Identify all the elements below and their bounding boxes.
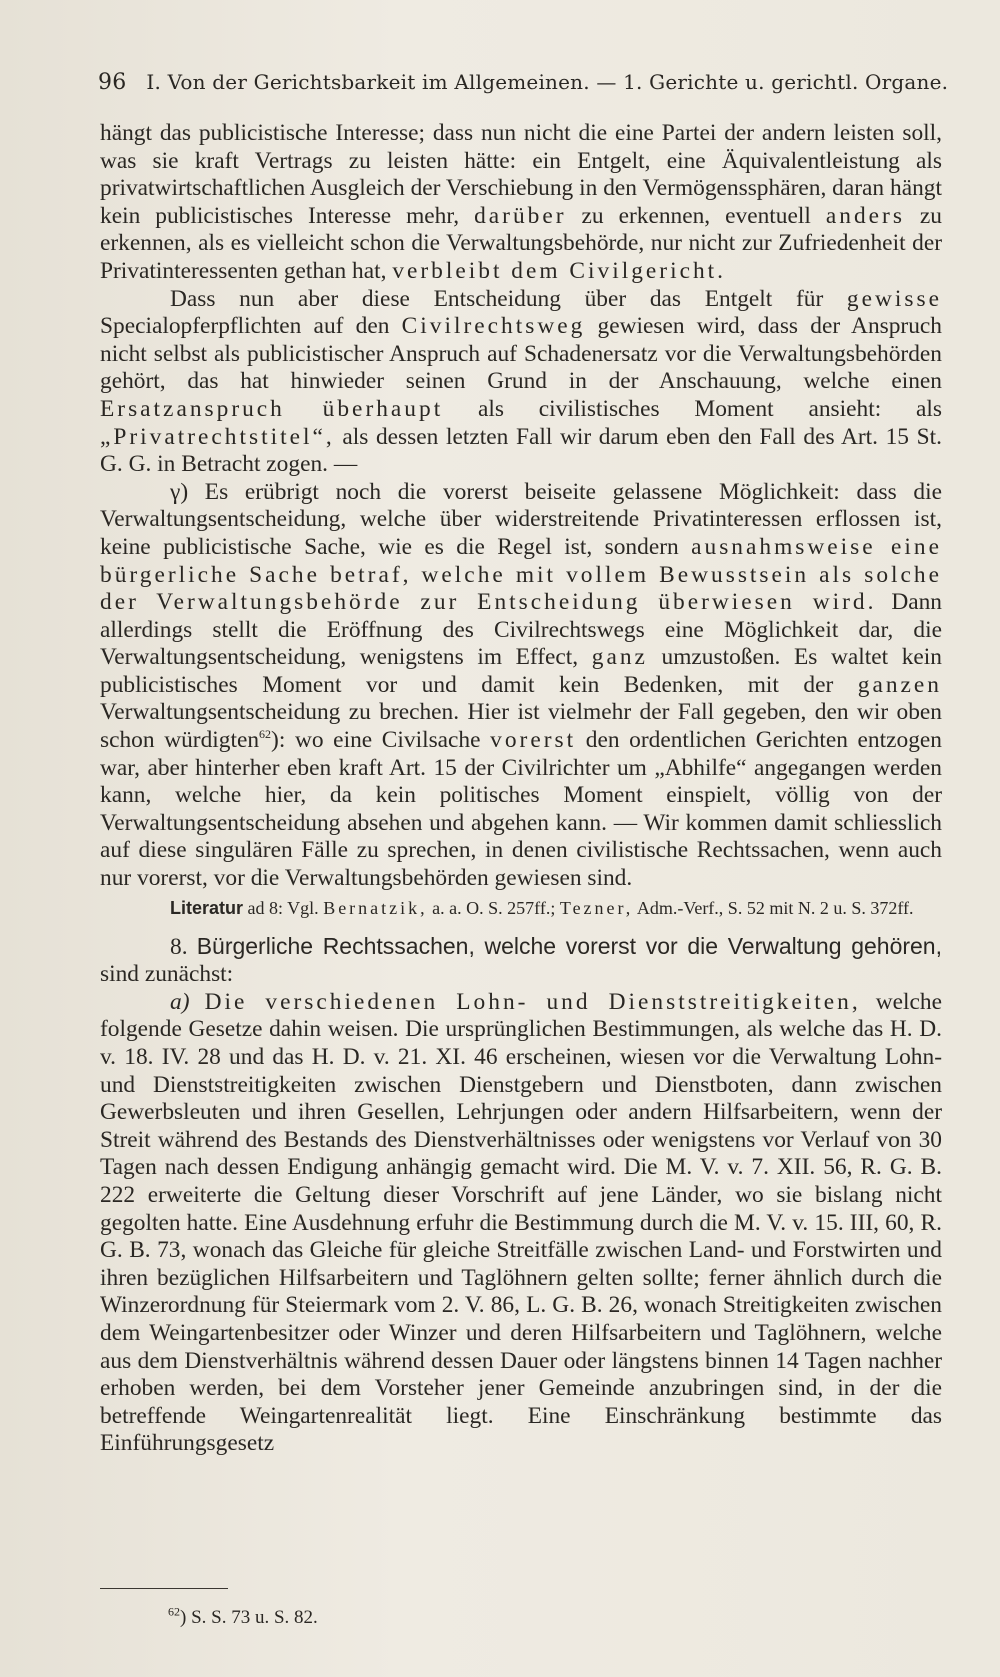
page-number: 96 <box>98 70 127 95</box>
text-run: ad 8: Vgl. <box>247 897 319 918</box>
text-run: ): wo eine Civilsache <box>271 727 481 754</box>
body-text <box>100 120 942 1458</box>
section-heading <box>100 933 942 989</box>
spaced-text: Ersatzanspruch überhaupt <box>100 395 444 422</box>
spaced-text: Civilrechtsweg <box>401 313 586 340</box>
spaced-text: vorerst <box>490 727 577 754</box>
spaced-text: „Privatrechtstitel“, <box>100 423 335 450</box>
spaced-text: Die verschiedenen Lohn- und Dienststreitigkeiten, <box>204 988 861 1015</box>
text-run: als civilistisches Moment ansieht: als <box>478 395 942 422</box>
section-number: 8. <box>170 933 188 960</box>
paragraph-3 <box>100 479 942 893</box>
text-run: Specialopferpflichten auf den <box>100 313 390 340</box>
literature-label: Literatur <box>170 897 244 918</box>
text-run: zu erkennen, als es vielleicht schon die Verwaltungsbehörde, nur nicht zur Zufriedenheit der Privatinteressenten gethan hat, <box>100 202 942 284</box>
text-run: Verwaltungsentscheidung zu brechen. Hier ist vielmehr der Fall gegeben, den wir oben schon würdigten <box>100 699 942 754</box>
text-run: Dann allerdings stellt die Eröffnung des Civilrechtswegs eine Möglichkeit dar, die Verwaltungsentscheidung, wenigstens im Effect, <box>100 589 942 671</box>
author-name: Bernatzik, <box>323 897 428 918</box>
spaced-text: ganz <box>591 644 648 671</box>
text-run: hängt das publicistische Interesse; dass nun nicht die eine Partei der andern leisten soll, was sie kraft Vertrags zu leisten hätte: ein Entgelt, eine Äquivalentleistung als privatwirtschaftlichen Ausgleich der Verschiebung in den Vermögenssphären, daran hängt kein publicistisches Interesse mehr, <box>100 120 942 229</box>
spaced-text: ganzen <box>857 671 942 698</box>
text-run: zu erkennen, eventuell <box>581 202 811 229</box>
text-run: den ordentlichen Gerichten entzogen war, aber hinterher eben kraft Art. 15 der Civilrichter um „Abhilfe“ angegangen werden kann, welche hier, da kein politisches Moment einspielt, völlig von der Verwaltungsentscheidung absehen und abgehen kann. — Wir kommen damit schliesslich auf diese singulären Fälle zu sprechen, in denen civilistische Rechtssachen, wenn auch nur vorerst, vor die Verwaltungsbehörden gewiesen sind. <box>100 727 942 892</box>
running-header <box>98 70 949 95</box>
literature-note <box>100 897 942 919</box>
text-run: γ) Es erübrigt noch die vorerst beiseite gelassene Möglichkeit: dass die Verwaltungsentscheidung, welche über widerstreitende Privatinteressen erflossen ist, keine publicistische Sache, wie es die Regel ist, sondern <box>100 478 942 560</box>
text-run: Dass nun aber diese Entscheidung über das Entgelt für <box>170 285 824 312</box>
spaced-text: verbleibt dem Civilgericht. <box>392 257 726 284</box>
text-run: umzustoßen. Es waltet kein publicistisches Moment vor und damit kein Bedenken, mit der <box>100 644 942 698</box>
spaced-text: ausnahmsweise eine bürgerliche Sache betraf, welche mit vollem Bewusstsein als solche der Verwaltungsbehörde zur Entscheidung überwiesen wird. <box>100 533 943 616</box>
section-title: Bürgerliche Rechtssachen, welche vorerst vor die Verwaltung gehören, <box>196 932 942 959</box>
text-run: gewiesen wird, dass der Anspruch nicht selbst als publicistischer Anspruch auf Schadenersatz vor die Verwaltungsbehörden gehört, das hat hinwieder seinen Grund in der Anschauung, welche einen <box>100 313 942 395</box>
text-run: a. a. O. S. 257ff.; <box>432 897 556 918</box>
item-label: a) <box>170 988 190 1015</box>
text-run: welche folgende Gesetze dahin weisen. Die ursprünglichen Bestimmungen, als welche das H. D. v. 18. IV. 28 und das H. D. v. 21. XI. 46 erscheinen, wiesen vor die Verwaltung Lohn- und Dienststreitigkeiten zwischen Dienstgebern und Dienstboten, dann zwischen Gewerbsleuten und ihren Gesellen, Lehrjungen oder andern Hilfsarbeitern, wenn der Streit während des Bestands des Dienstverhältnisses oder wenigstens vor Verlauf von 30 Tagen nach dessen Endigung anhängig gemacht wird. Die M. V. v. 7. XII. 56, R. G. B. 222 erweiterte die Geltung dieser Vorschrift auf jene Länder, wo sie bislang nicht gegolten hatte. Eine Ausdehnung erfuhr die Bestimmung durch die M. V. v. 15. III, 60, R. G. B. 73, wonach das Gleiche für gleiche Streitfälle zwischen Land- und Forstwirten und ihren bezüglichen Hilfsarbeitern und Taglöhnern gelten sollte; ferner ähnlich durch die Winzerordnung für Steiermark vom 2. V. 86, L. G. B. 26, wonach Streitigkeiten zwischen dem Weingartenbesitzer oder Winzer und deren Hilfsarbeitern und Taglöhnern, welche aus dem Dienstverhältnis während dessen Dauer oder längstens binnen 14 Tagen nachher erhoben werden, bei dem Vorsteher jener Gemeinde anzubringen sind, in der die betreffende Weingartenrealität liegt. Eine Einschränkung bestimmte das Einführungsgesetz <box>100 988 942 1457</box>
footnote-text: ) S. S. 73 u. S. 82. <box>180 1607 318 1628</box>
paragraph-2 <box>100 286 942 479</box>
author-name: Tezner, <box>559 897 634 918</box>
footnote <box>168 1604 318 1629</box>
running-title: I. Von der Gerichtsbarkeit im Allgemeinen. — 1. Gerichte u. gerichtl. Organe. <box>146 70 949 94</box>
paragraph-1 <box>100 120 942 286</box>
footnote-marker: 62 <box>168 1604 180 1619</box>
spaced-text: anders <box>825 202 905 229</box>
paragraph-item-a <box>100 989 942 1458</box>
text-run: Adm.-Verf., S. 52 mit N. 2 u. S. 372ff. <box>636 897 914 918</box>
footnote-reference: 62 <box>259 727 272 742</box>
text-run: als dessen letzten Fall wir darum eben den Fall des Art. 15 St. G. G. in Betracht zogen. — <box>100 423 942 478</box>
text-run: sind zunächst: <box>100 961 234 988</box>
spaced-text: darüber <box>474 202 567 229</box>
footnote-rule <box>100 1588 228 1589</box>
spaced-text: gewisse <box>846 285 942 312</box>
